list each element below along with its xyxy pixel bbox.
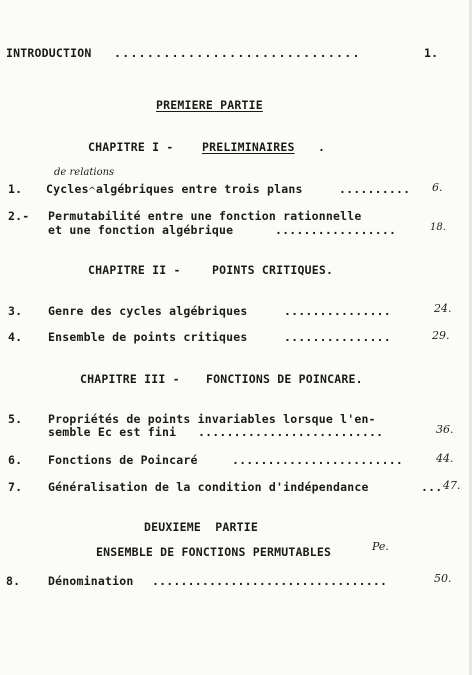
entry8-text: Dénomination — [48, 574, 134, 588]
entry6-number: 6. — [8, 453, 23, 467]
entry8-number: 8. — [6, 574, 21, 588]
entry5-number: 5. — [8, 412, 23, 426]
chap2-label: CHAPITRE II - — [88, 263, 181, 277]
entry2-line1: Permutabilité entre une fonction rationnelle — [48, 209, 362, 223]
chap4-handwritten-annotation: Pe. — [372, 540, 389, 553]
chap2-title: POINTS CRITIQUES. — [212, 263, 334, 277]
entry1-page: 6. — [432, 181, 443, 194]
entry6-page: 44. — [436, 452, 454, 465]
toc-intro-dots: .............................. — [114, 46, 361, 60]
entry2-number: 2.- — [8, 209, 30, 223]
entry8-dots: ................................. — [152, 574, 388, 588]
entry3-number: 3. — [8, 304, 23, 318]
entry7-number: 7. — [8, 480, 23, 494]
entry7-text: Généralisation de la condition d'indépendance — [48, 480, 369, 494]
entry4-dots: ............... — [284, 330, 391, 344]
entry3-dots: ............... — [284, 304, 391, 318]
chap1-title: PRELIMINAIRES — [202, 140, 295, 154]
entry1-text-b: algébriques entre trois plans — [96, 182, 303, 196]
chap1-label: CHAPITRE I - — [88, 140, 174, 154]
entry4-text: Ensemble de points critiques — [48, 330, 248, 344]
entry1-dots: .......... — [339, 182, 411, 196]
toc-intro-label: INTRODUCTION — [6, 46, 92, 60]
part1-title: PREMIERE PARTIE — [156, 98, 263, 112]
entry5-line2: semble Ec est fini — [48, 425, 177, 439]
entry4-number: 4. — [8, 330, 23, 344]
part2-title: DEUXIEME PARTIE — [144, 520, 258, 534]
entry8-page: 50. — [434, 572, 452, 585]
entry6-text: Fonctions de Poincaré — [48, 453, 198, 467]
entry2-line2: et une fonction algébrique — [48, 223, 234, 237]
entry7-dots: ... — [421, 480, 443, 494]
entry1-number: 1. — [8, 182, 23, 196]
chap1-suffix: . — [318, 140, 326, 154]
entry5-page: 36. — [436, 423, 454, 436]
entry5-dots: .......................... — [198, 425, 384, 439]
entry2-page: 18. — [430, 222, 446, 233]
chap3-label: CHAPITRE III - — [80, 372, 180, 386]
entry5-line1: Propriétés de points invariables lorsque l'en- — [48, 412, 376, 426]
entry3-text: Genre des cycles algébriques — [48, 304, 248, 318]
entry6-dots: ........................ — [232, 453, 403, 467]
entry4-page: 29. — [432, 329, 450, 342]
entry1-handwritten-annotation: de relations — [54, 167, 115, 178]
entry1-caret: ^ — [88, 186, 97, 197]
entry2-dots: ................. — [275, 223, 397, 237]
entry7-page: 47. — [443, 479, 461, 492]
chap4-title: ENSEMBLE DE FONCTIONS PERMUTABLES — [96, 545, 332, 559]
chap3-title: FONCTIONS DE POINCARE. — [206, 372, 363, 386]
toc-intro-page: 1. — [424, 46, 439, 60]
entry1-text-a: Cycles — [46, 182, 89, 196]
entry3-page: 24. — [434, 302, 452, 315]
